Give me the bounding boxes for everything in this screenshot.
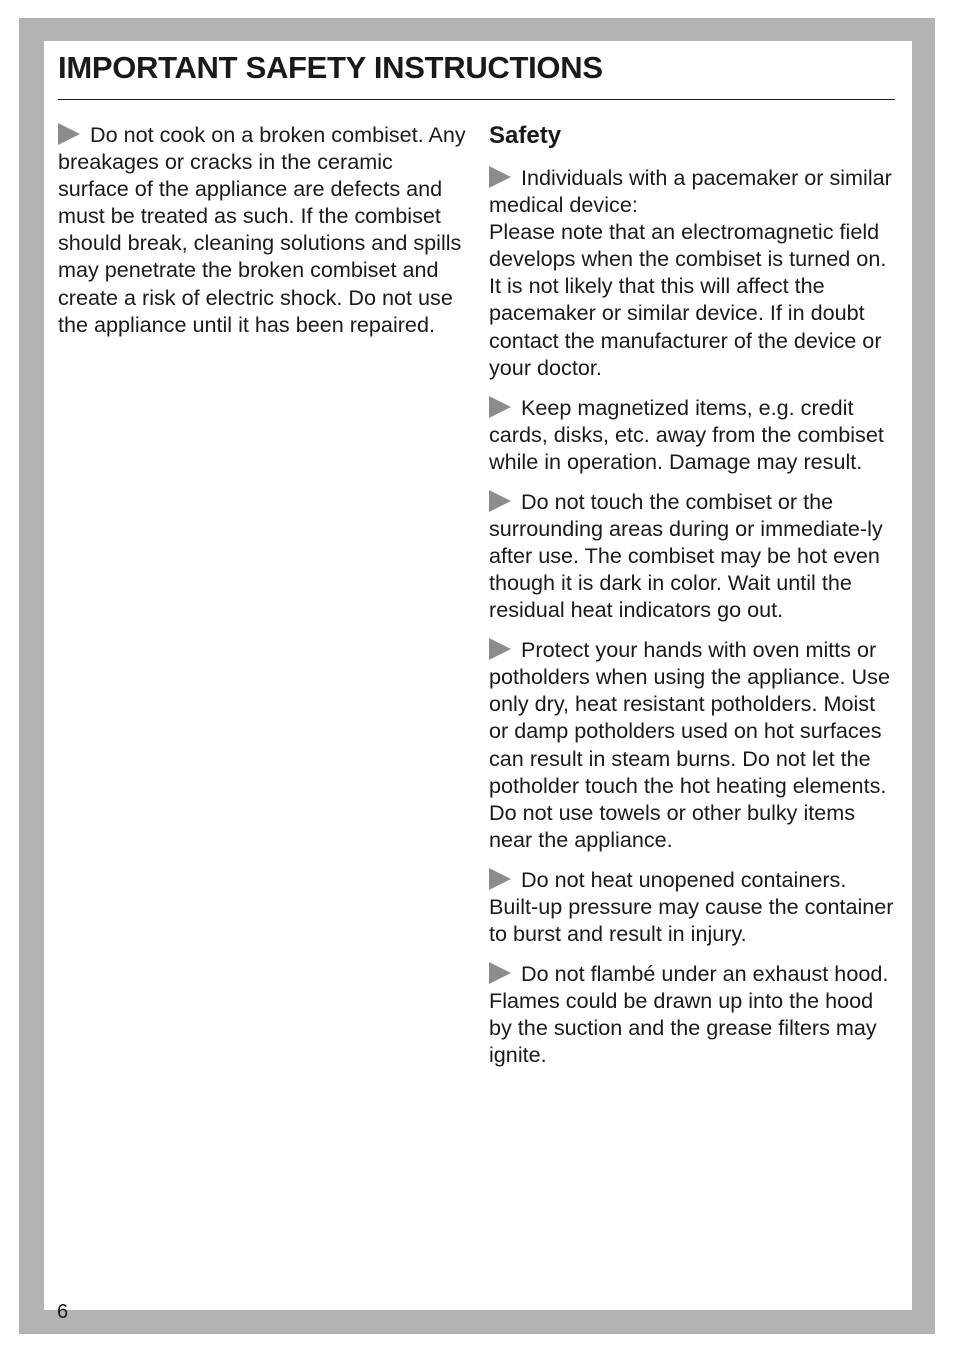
instruction-item: [489, 866, 899, 947]
instruction-item: [489, 394, 899, 475]
triangle-bullet-icon: [489, 166, 511, 188]
section-heading-safety: Safety: [489, 122, 562, 149]
triangle-bullet-icon: [489, 638, 511, 660]
instruction-item: [489, 960, 899, 1068]
triangle-bullet-icon: [489, 490, 511, 512]
left-column: [58, 121, 468, 351]
instruction-item: [489, 488, 899, 623]
triangle-bullet-icon: [489, 396, 511, 418]
instruction-text: Do not heat unopened containers. Built-up pressure may cause the container to burst and result in injury.: [489, 866, 894, 946]
instruction-text: Protect your hands with oven mitts or potholders when using the appliance. Use only dry, heat resistant potholders. Moist or damp potholders used on hot surfaces can result in steam burns. Do not let the potholder touch the hot heating elements. Do not use towels or other bulky items near the appliance.: [489, 637, 890, 852]
triangle-bullet-icon: [489, 868, 511, 890]
instruction-item: [489, 636, 899, 853]
instruction-text: Please note that an electromagnetic field develops when the combiset is turned on. It is not likely that this will affect the pacemaker or similar device. If in doubt contact the manufacturer of the device or your doctor.: [489, 219, 887, 380]
instruction-text: Do not flambé under an exhaust hood. Flames could be drawn up into the hood by the suction and the grease filters may ignite.: [489, 960, 889, 1068]
instruction-text: Do not cook on a broken combiset. Any breakages or cracks in the ceramic surface of the appliance are defects and must be treated as such. If the combiset should break, cleaning solutions and spills may penetrate the broken combiset and create a risk of electric shock. Do not use the appliance until it has been repaired.: [58, 122, 466, 337]
instruction-text: Individuals with a pacemaker or similar medical device:: [489, 165, 892, 218]
instruction-text: Do not touch the combiset or the surrounding areas during or immediate-ly after use. The combiset may be hot even though it is dark in color. Wait until the residual heat indicators go out.: [489, 488, 883, 623]
page-number: 6: [57, 1301, 69, 1323]
title-rule: [58, 99, 895, 100]
instruction-item: [58, 121, 468, 338]
right-column: [489, 121, 899, 1081]
instruction-text: Keep magnetized items, e.g. credit cards, disks, etc. away from the combiset while in operation. Damage may result.: [489, 394, 884, 474]
triangle-bullet-icon: [58, 123, 80, 145]
triangle-bullet-icon: [489, 962, 511, 984]
page-title: IMPORTANT SAFETY INSTRUCTIONS: [58, 50, 603, 85]
instruction-item: [489, 164, 899, 381]
